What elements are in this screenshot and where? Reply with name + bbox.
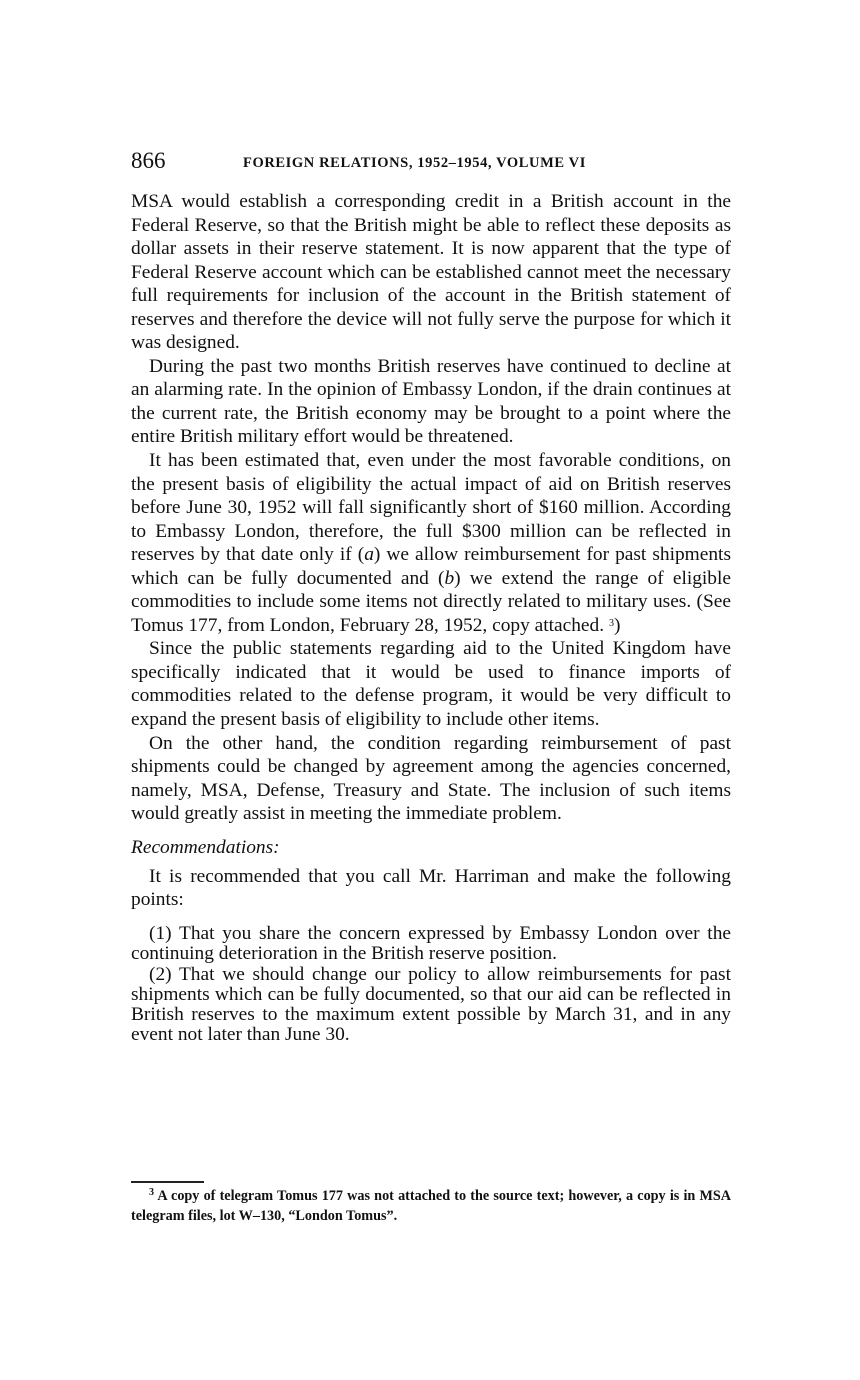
footnote-text: A copy of telegram Tomus 177 was not attached to the source text; however, a copy is in MSA telegram files, lot W–130, “London Tomus”.	[131, 1188, 731, 1224]
estimate-text-2: ) we allow reimbursement for past shipments which can be fully documented and (	[131, 544, 731, 589]
estimate-text-1: It has been estimated that, even under the most favorable conditions, on the present basis of eligibility the actual impact of aid on British reserves before June 30, 1952 will fall significantly short of $160 million. According to Embassy London, therefore, the full $300 million can be reflected in reserves by that date only if (	[131, 450, 731, 566]
footnote-divider	[131, 1181, 204, 1183]
estimate-text-4: )	[613, 614, 621, 636]
recommendation-point: (2) That we should change our policy to allow reimbursements for past shipments which can be fully documented, so that our aid can be reflected in British reserves to the maximum extent possible by March 31, and in any event not later than June 30.	[131, 963, 731, 1045]
paragraph-continuation: MSA would establish a corresponding credit in a British account in the Federal Reserve, so that the British might be able to reflect these deposits as dollar assets in their reserve statement. It is now apparent that the type of Federal Reserve account which can be established cannot meet the necessary full requirements for inclusion of the account in the British statement of reserves and therefore the device will not fully serve the purpose for which it was designed.	[131, 191, 731, 354]
running-title: FOREIGN RELATIONS, 1952–1954, VOLUME VI	[243, 155, 586, 171]
footnote	[131, 1187, 731, 1226]
page-header	[131, 148, 731, 176]
recommendations-intro: It is recommended that you call Mr. Harriman and make the following points:	[131, 865, 731, 911]
paragraph-public-statements: Since the public statements regarding aid to the United Kingdom have specifically indicated that it would be used to finance imports of commodities related to the defense program, it would be very difficult to expand the present basis of eligibility to include other items.	[131, 638, 731, 731]
footnote-number: 3	[149, 1187, 154, 1198]
footnote-reference: 3	[608, 617, 614, 629]
recommendation-point: (1) That you share the concern expressed by Embassy London over the continuing deterioration in the British reserve position.	[131, 922, 731, 964]
recommendations-heading: Recommendations:	[131, 836, 280, 858]
marker-a: a	[364, 544, 374, 566]
paragraph-reimbursement: On the other hand, the condition regarding reimbursement of past shipments could be changed by agreement among the agencies concerned, namely, MSA, Defense, Treasury and State. The inclusion of such items would greatly assist in meeting the immediate problem.	[131, 732, 731, 825]
paragraph-reserves-decline: During the past two months British reserves have continued to decline at an alarming rate. In the opinion of Embassy London, if the drain continues at the current rate, the British economy may be brought to a point where the entire British military effort would be threatened.	[131, 355, 731, 448]
marker-b: b	[444, 567, 455, 589]
estimate-text-3: ) we extend the range of eligible commodities to include some items not directly related to military uses. (See Tomus 177, from London, February 28, 1952, copy attached.	[131, 567, 731, 636]
recommendation-points	[131, 924, 731, 1045]
body-text	[131, 190, 731, 1045]
paragraph-estimate	[131, 449, 731, 637]
page-number: 866	[131, 148, 166, 173]
